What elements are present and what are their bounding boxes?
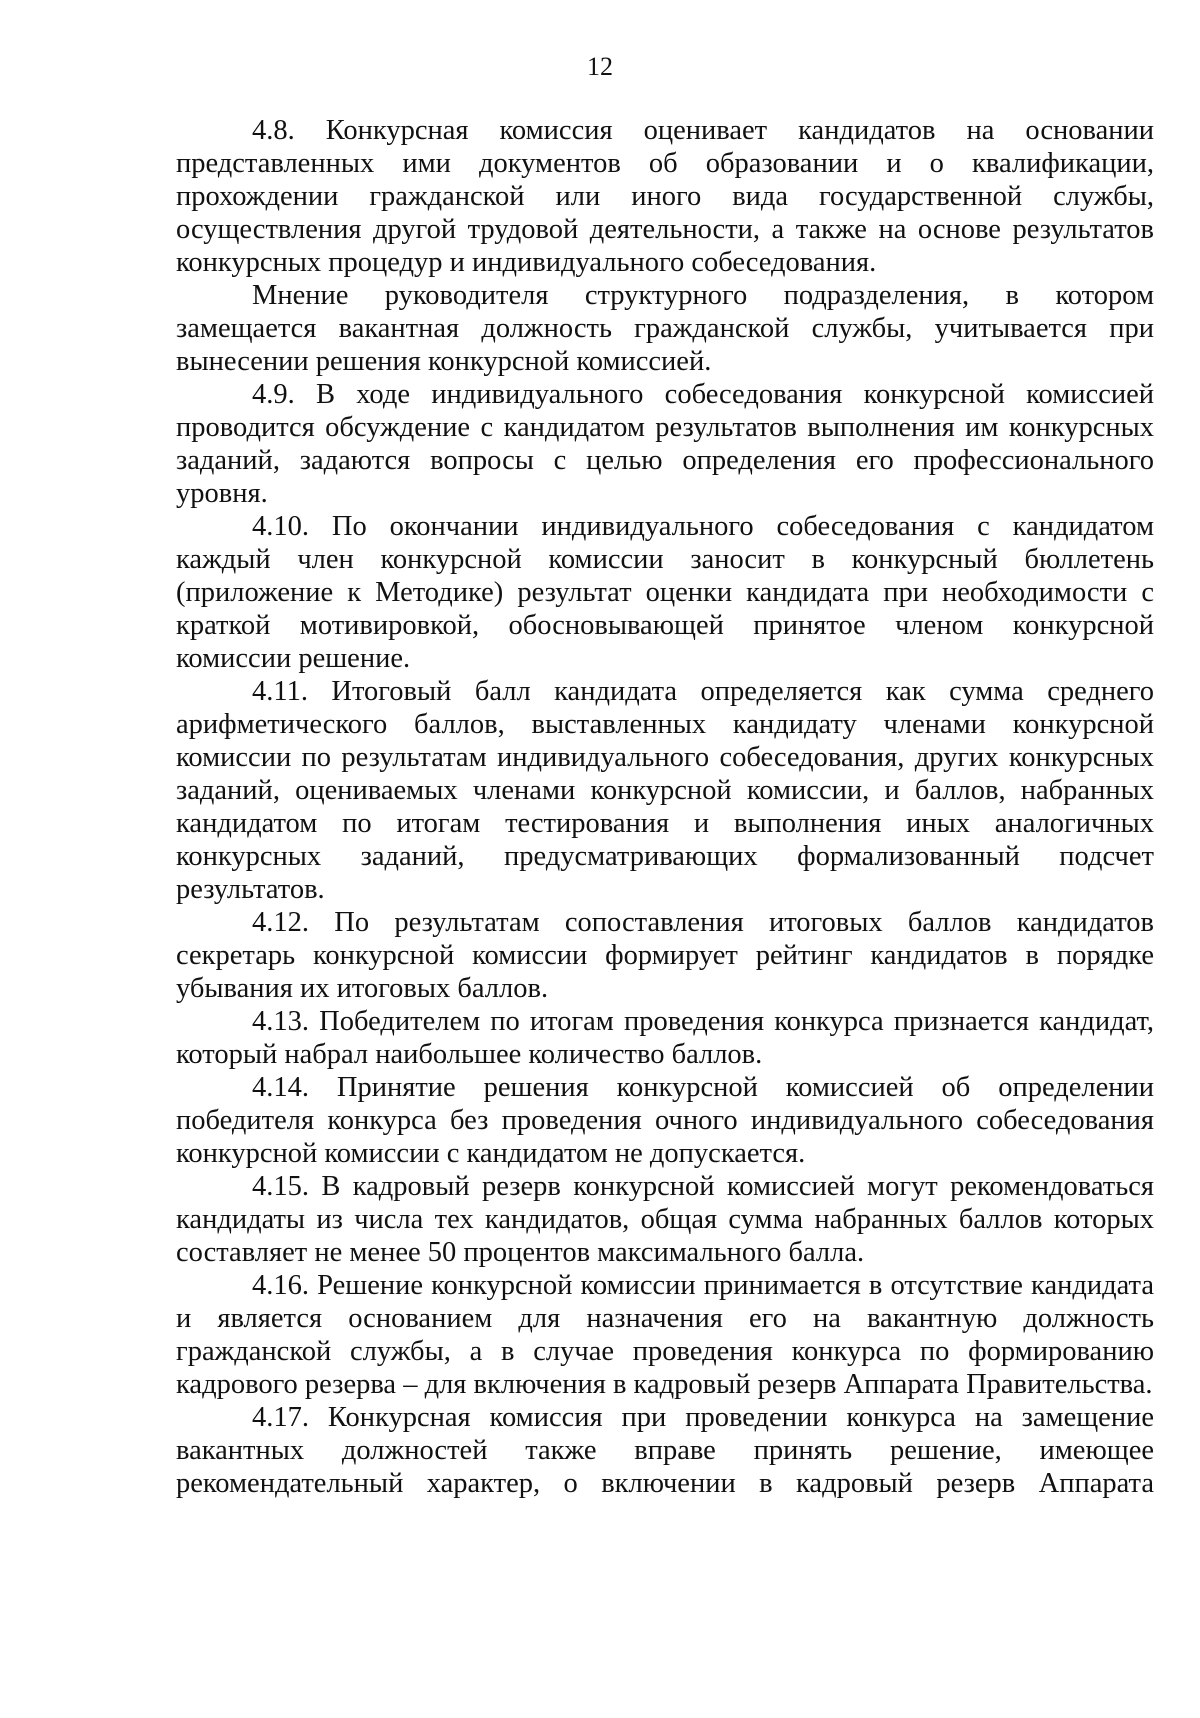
paragraph-4-8-opinion: Мнение руководителя структурного подразделения, в котором замещается вакантная должность гражданской службы, учитывается при вынесении решения конкурсной комиссией. xyxy=(176,280,1154,377)
paragraph-4-17: 4.17. Конкурсная комиссия при проведении конкурса на замещение вакантных должностей также вправе принять решение, имеющее рекомендательный характер, о включении в кадровый резерв Аппарата xyxy=(176,1402,1154,1499)
paragraph-4-15: 4.15. В кадровый резерв конкурсной комиссией могут рекомендоваться кандидаты из числа тех кандидатов, общая сумма набранных баллов которых составляет не менее 50 процентов максимального балла. xyxy=(176,1171,1154,1268)
paragraph-4-16: 4.16. Решение конкурсной комиссии принимается в отсутствие кандидата и является основанием для назначения его на вакантную должность гражданской службы, а в случае проведения конкурса по формированию кадрового резерва – для включения в кадровый резерв Аппарата Правительства. xyxy=(176,1270,1154,1400)
paragraph-4-10: 4.10. По окончании индивидуального собеседования с кандидатом каждый член конкурсной комиссии заносит в конкурсный бюллетень (приложение к Методике) результат оценки кандидата при необходимости с краткой мотивировкой, обосновывающей принятое членом конкурсной комиссии решение. xyxy=(176,511,1154,674)
paragraph-4-8: 4.8. Конкурсная комиссия оценивает кандидатов на основании представленных ими документов об образовании и о квалификации, прохождении гражданской или иного вида государственной службы, осуществления другой трудовой деятельности, а также на основе результатов конкурсных процедур и индивидуального собеседования. xyxy=(176,115,1154,278)
paragraph-4-14: 4.14. Принятие решения конкурсной комиссией об определении победителя конкурса без проведения очного индивидуального собеседования конкурсной комиссии с кандидатом не допускается. xyxy=(176,1072,1154,1169)
page-number: 12 xyxy=(587,52,613,81)
paragraph-4-11: 4.11. Итоговый балл кандидата определяется как сумма среднего арифметического баллов, выставленных кандидату членами конкурсной комиссии по результатам индивидуального собеседования, других конкурсных заданий, оцениваемых членами конкурсной комиссии, и баллов, набранных кандидатом по итогам тестирования и выполнения иных аналогичных конкурсных заданий, предусматривающих формализованный подсчет результатов. xyxy=(176,676,1154,905)
document-body xyxy=(176,114,1154,1500)
paragraph-4-9: 4.9. В ходе индивидуального собеседования конкурсной комиссией проводится обсуждение с кандидатом результатов выполнения им конкурсных заданий, задаются вопросы с целью определения его профессионального уровня. xyxy=(176,379,1154,509)
paragraph-4-12: 4.12. По результатам сопоставления итоговых баллов кандидатов секретарь конкурсной комиссии формирует рейтинг кандидатов в порядке убывания их итоговых баллов. xyxy=(176,907,1154,1004)
paragraph-4-13: 4.13. Победителем по итогам проведения конкурса признается кандидат, который набрал наибольшее количество баллов. xyxy=(176,1006,1154,1070)
